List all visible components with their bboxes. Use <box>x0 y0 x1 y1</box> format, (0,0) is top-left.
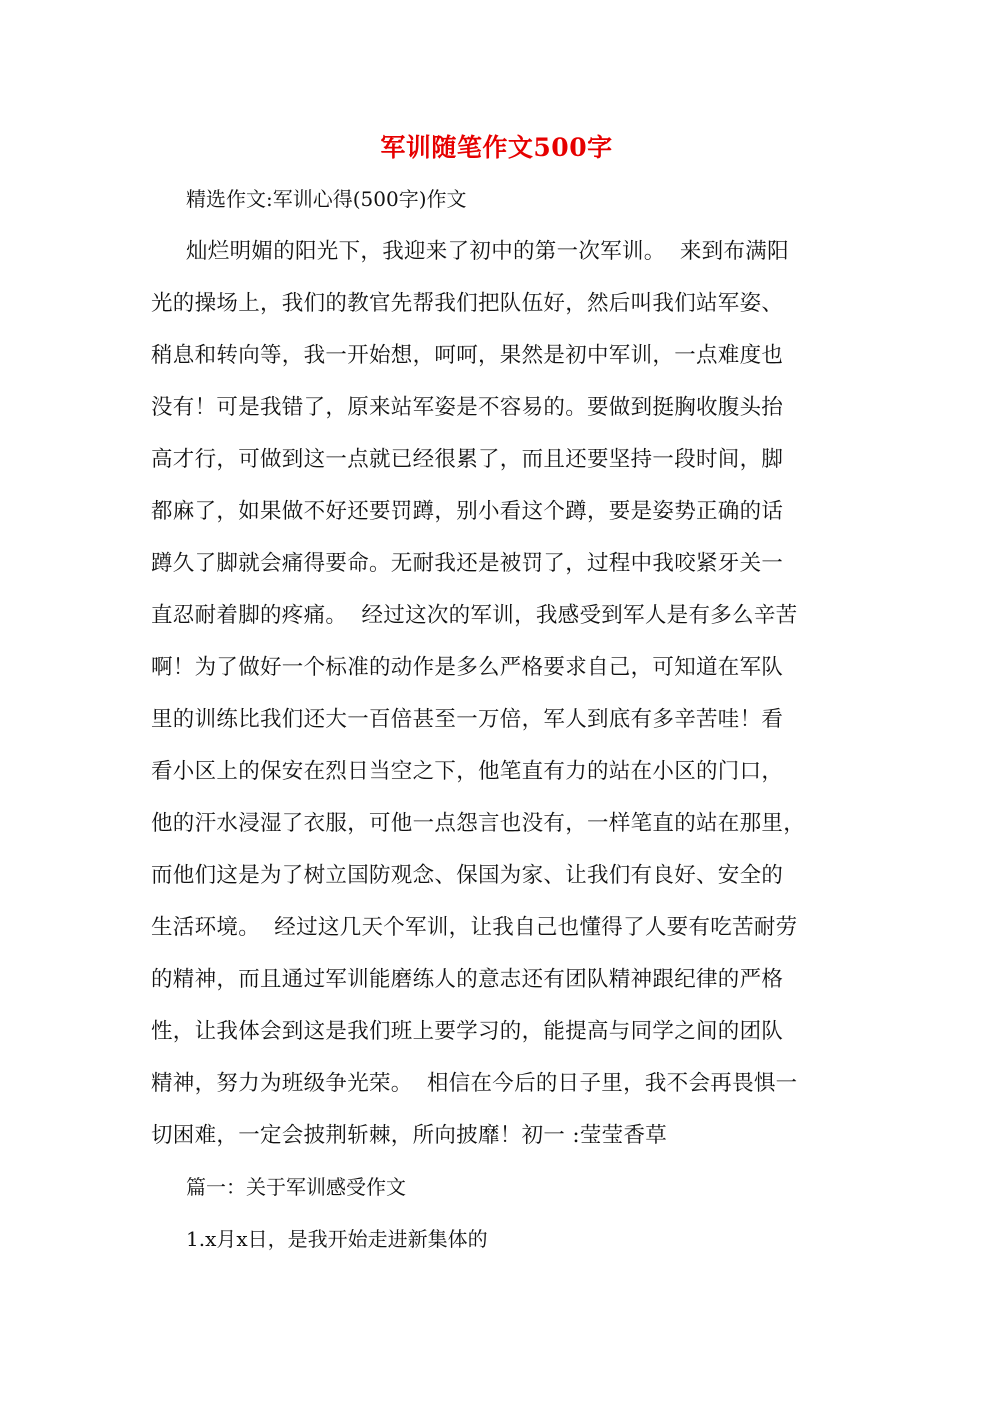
body-line: 看小区上的保安在烈日当空之下，他笔直有力的站在小区的门口， <box>151 759 784 784</box>
body-line: 而他们这是为了树立国防观念、保国为家、让我们有良好、安全的 <box>151 863 784 888</box>
body-line: 蹲久了脚就会痛得要命。无耐我还是被罚了，过程中我咬紧牙关一 <box>151 551 784 576</box>
body-line: 灿烂明媚的阳光下，我迎来了初中的第一次军训。 来到布满阳 <box>186 239 789 264</box>
body-line: 都麻了，如果做不好还要罚蹲，别小看这个蹲，要是姿势正确的话 <box>151 499 784 524</box>
section-heading: 篇一：关于军训感受作文 <box>186 1175 406 1199</box>
body-line: 里的训练比我们还大一百倍甚至一万倍，军人到底有多辛苦哇！看 <box>151 707 784 732</box>
body-line: 精神，努力为班级争光荣。 相信在今后的日子里，我不会再畏惧一 <box>151 1071 798 1096</box>
document-subtitle: 精选作文:军训心得(500字)作文 <box>186 187 467 211</box>
body-line: 的精神，而且通过军训能磨练人的意志还有团队精神跟纪律的严格 <box>151 967 784 992</box>
body-line: 直忍耐着脚的疼痛。 经过这次的军训，我感受到军人是有多么辛苦 <box>151 603 798 628</box>
body-line: 啊！为了做好一个标准的动作是多么严格要求自己，可知道在军队 <box>151 655 784 680</box>
body-line: 光的操场上，我们的教官先帮我们把队伍好，然后叫我们站军姿、 <box>151 291 784 316</box>
body-paragraph <box>151 230 851 1166</box>
body-line: 他的汗水浸湿了衣服，可他一点怨言也没有，一样笔直的站在那里， <box>151 811 806 836</box>
body-line: 稍息和转向等，我一开始想，呵呵，果然是初中军训，一点难度也 <box>151 343 784 368</box>
body-line: 没有！可是我错了，原来站军姿是不容易的。要做到挺胸收腹头抬 <box>151 395 784 420</box>
list-item: 1.x月x日，是我开始走进新集体的 <box>186 1227 488 1251</box>
body-line: 性，让我体会到这是我们班上要学习的，能提高与同学之间的团队 <box>151 1019 784 1044</box>
body-line: 生活环境。 经过这几天个军训，让我自己也懂得了人要有吃苦耐劳 <box>151 915 798 940</box>
document-title: 军训随笔作文500字 <box>380 133 613 162</box>
body-line: 切困难，一定会披荆斩棘，所向披靡！初一 :莹莹香草 <box>151 1123 668 1148</box>
body-line: 高才行，可做到这一点就已经很累了，而且还要坚持一段时间，脚 <box>151 447 784 472</box>
